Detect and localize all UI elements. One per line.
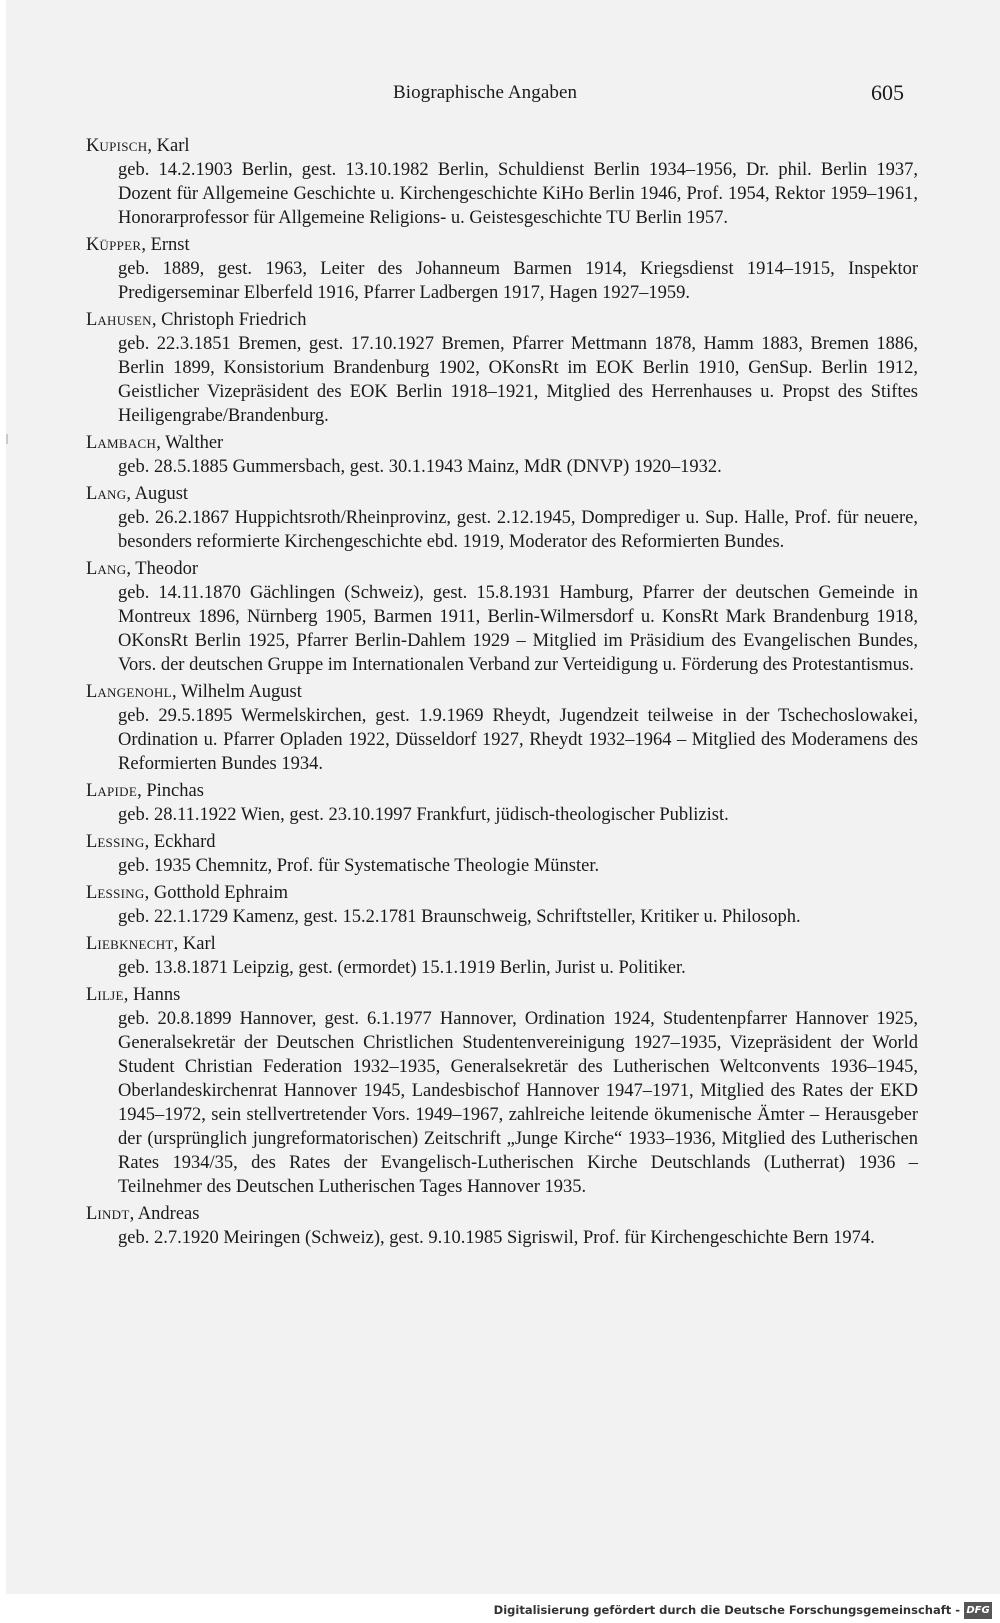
entry-bio: geb. 14.2.1903 Berlin, gest. 13.10.1982 Berlin, Schuldienst Berlin 1934–1956, Dr. phil. Berlin 1937, Dozent für Allgemeine Geschichte u. Kirchengeschichte KiHo Berlin 1946, Prof. 1954, Rektor 1959–1961, Honorarprofessor für Allgemeine Religions- u. Geistesgeschichte TU Berlin 1957. bbox=[118, 160, 918, 228]
entry-bio: geb. 22.3.1851 Bremen, gest. 17.10.1927 Bremen, Pfarrer Mettmann 1878, Hamm 1883, Bremen 1886, Berlin 1899, Konsistorium Brandenburg 1902, OKonsRt im EOK Berlin 1910, GenSup. Berlin 1912, Geistlicher Vizepräsident des EOK Berlin 1918–1921, Mitglied des Herrenhauses u. Propst des Stiftes Heiligengrabe/Brandenburg. bbox=[118, 334, 918, 426]
entry-name: Kupisch, Karl bbox=[86, 136, 190, 156]
entry-bio: geb. 22.1.1729 Kamenz, gest. 15.2.1781 Braunschweig, Schriftsteller, Kritiker u. Philosoph. bbox=[118, 907, 801, 927]
entry-bio: geb. 28.11.1922 Wien, gest. 23.10.1997 Frankfurt, jüdisch-theologischer Publizist. bbox=[118, 805, 729, 825]
entry-name: Lang, August bbox=[86, 484, 189, 504]
entry-bio: geb. 20.8.1899 Hannover, gest. 6.1.1977 Hannover, Ordination 1924, Studentenpfarrer Hannover 1925, Generalsekretär der Deutschen Christlichen Studentenvereinigung 1927–1935, Vizepräsident der World Student Christian Federation 1932–1935, Generalsekretär des Lutherischen Weltconvents 1936–1945, Oberlandeskirchenrat Hannover 1945, Landesbischof Hannover 1947–1971, Mitglied des Rates der EKD 1945–1972, sein stellvertretender Vors. 1949–1967, zahlreiche leitende ökumenische Ämter – Herausgeber der (ursprünglich jungreformatorischen) Zeitschrift „Junge Kirche“ 1933–1936, Mitglied des Lutherischen Rates 1934/35, des Rates der Evangelisch-Lutherischen Kirche Deutschlands (Lutherrat) 1936 – Teilnehmer des Deutschen Lutherischen Tages Hannover 1935. bbox=[118, 1009, 918, 1197]
dfg-logo: DFG bbox=[964, 1602, 992, 1619]
entry-list bbox=[86, 134, 918, 1253]
entry-name: Küpper, Ernst bbox=[86, 235, 190, 255]
funding-credit: Digitalisierung gefördert durch die Deutsche Forschungsgemeinschaft - bbox=[493, 1603, 960, 1617]
entry-bio: geb. 26.2.1867 Huppichtsroth/Rheinprovinz, gest. 2.12.1945, Domprediger u. Sup. Halle, Prof. für neuere, besonders reformierte Kirchengeschichte ebd. 1919, Moderator des Reformierten Bundes. bbox=[118, 508, 918, 552]
entry-name: Lilje, Hanns bbox=[86, 985, 181, 1005]
entry-lapide bbox=[86, 779, 918, 827]
running-title: Biographische Angaben bbox=[393, 82, 578, 103]
entry-bio: geb. 14.11.1870 Gächlingen (Schweiz), gest. 15.8.1931 Hamburg, Pfarrer der deutschen Gemeinde in Montreux 1896, Nürnberg 1905, Barmen 1911, Berlin-Wilmersdorf u. KonsRt Mark Brandenburg 1918, OKonsRt Berlin 1925, Pfarrer Berlin-Dahlem 1929 – Mitglied im Präsidium des Evangelischen Bundes, Vors. der deutschen Gruppe im Internationalen Verband zur Verteidigung u. Förderung des Protestantismus. bbox=[118, 583, 918, 675]
entry-name: Liebknecht, Karl bbox=[86, 934, 216, 954]
entry-bio: geb. 29.5.1895 Wermelskirchen, gest. 1.9.1969 Rheydt, Jugendzeit teilweise in der Tschechoslowakei, Ordination u. Pfarrer Opladen 1922, Düsseldorf 1927, Rheydt 1932–1964 – Mitglied des Moderamens des Reformierten Bundes 1934. bbox=[118, 706, 918, 774]
running-head bbox=[6, 80, 1000, 110]
entry-name: Lindt, Andreas bbox=[86, 1204, 200, 1224]
entry-liebknecht bbox=[86, 932, 918, 980]
digitization-footer bbox=[0, 1594, 1000, 1623]
entry-bio: geb. 1935 Chemnitz, Prof. für Systematische Theologie Münster. bbox=[118, 856, 600, 876]
entry-bio: geb. 13.8.1871 Leipzig, gest. (ermordet) 15.1.1919 Berlin, Jurist u. Politiker. bbox=[118, 958, 686, 978]
entry-name: Langenohl, Wilhelm August bbox=[86, 682, 302, 702]
page-number: 605 bbox=[871, 80, 904, 105]
entry-kuepper bbox=[86, 233, 918, 305]
entry-lahusen bbox=[86, 308, 918, 428]
entry-kupisch bbox=[86, 134, 918, 230]
entry-bio: geb. 2.7.1920 Meiringen (Schweiz), gest. 9.10.1985 Sigriswil, Prof. für Kirchengeschichte Bern 1974. bbox=[118, 1228, 875, 1248]
entry-lambach bbox=[86, 431, 918, 479]
entry-lessing-eckhard bbox=[86, 830, 918, 878]
entry-lilje bbox=[86, 983, 918, 1199]
entry-name: Lessing, Eckhard bbox=[86, 832, 216, 852]
scanned-page bbox=[6, 0, 1000, 1594]
entry-name: Lambach, Walther bbox=[86, 433, 224, 453]
entry-name: Lessing, Gotthold Ephraim bbox=[86, 883, 288, 903]
entry-lessing-gotthold bbox=[86, 881, 918, 929]
entry-lang-august bbox=[86, 482, 918, 554]
entry-bio: geb. 1889, gest. 1963, Leiter des Johanneum Barmen 1914, Kriegsdienst 1914–1915, Inspektor Predigerseminar Elberfeld 1916, Pfarrer Ladbergen 1917, Hagen 1927–1959. bbox=[118, 259, 918, 303]
scan-mark bbox=[6, 434, 8, 444]
entry-lindt bbox=[86, 1202, 918, 1250]
entry-lang-theodor bbox=[86, 557, 918, 677]
entry-name: Lapide, Pinchas bbox=[86, 781, 204, 801]
entry-langenohl bbox=[86, 680, 918, 776]
entry-name: Lang, Theodor bbox=[86, 559, 198, 579]
entry-bio: geb. 28.5.1885 Gummersbach, gest. 30.1.1943 Mainz, MdR (DNVP) 1920–1932. bbox=[118, 457, 722, 477]
entry-name: Lahusen, Christoph Friedrich bbox=[86, 310, 307, 330]
